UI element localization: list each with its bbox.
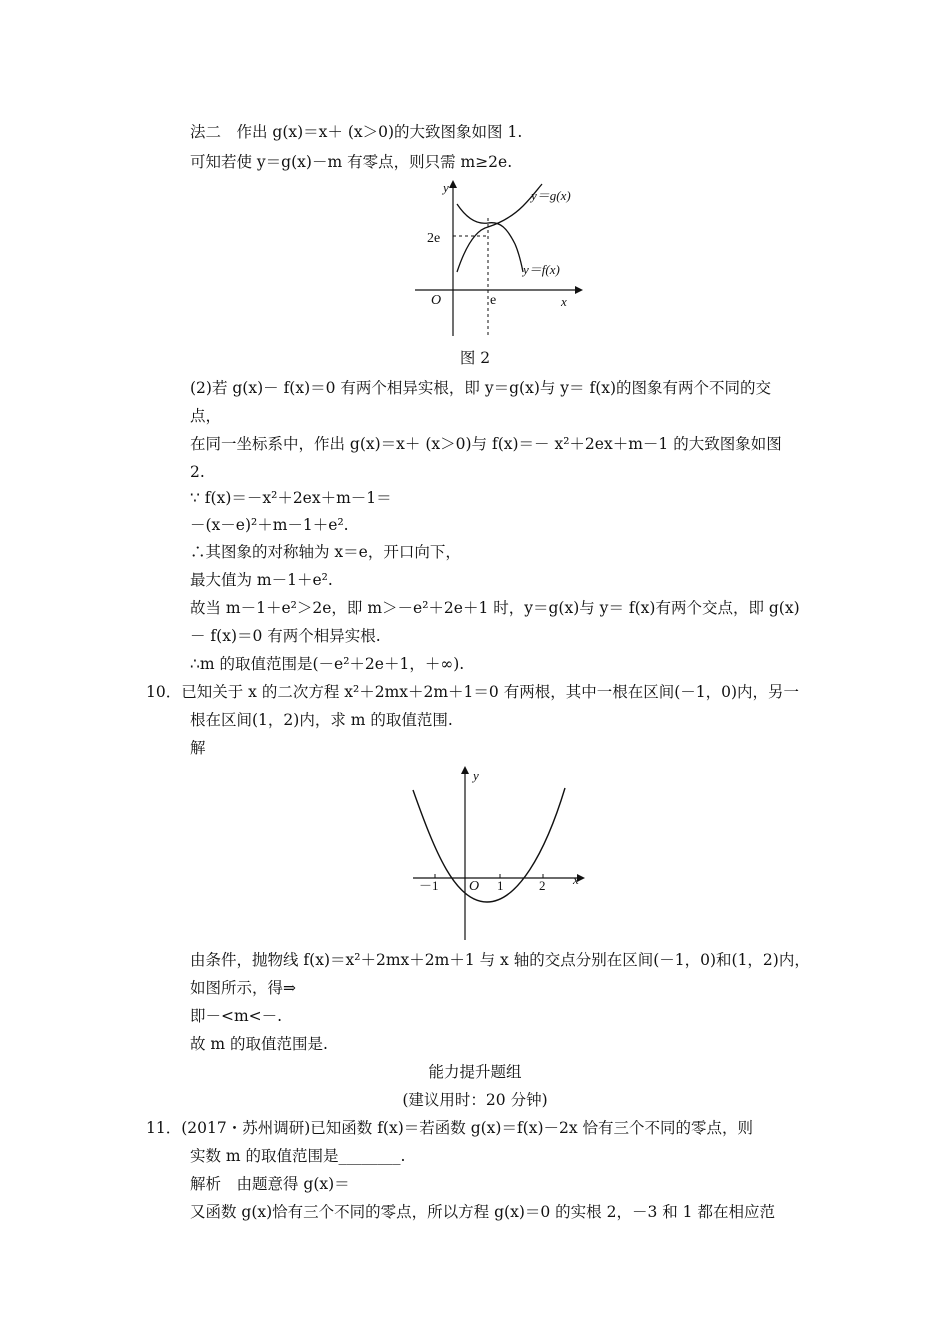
label-e: e <box>490 293 497 308</box>
figure-caption: 图 2 <box>459 349 491 367</box>
problem-10-line-1: 10．已知关于 x 的二次方程 x²＋2mx＋2m＋1＝0 有两根，其中一根在区间(－1，0)内，另一 <box>146 683 800 701</box>
y-axis-label: y <box>443 180 449 195</box>
curve-g <box>457 184 542 272</box>
text-line-9: ∴其图象的对称轴为 x＝e，开口向下， <box>190 543 461 561</box>
tick-label-minus-1: －1 <box>419 878 439 893</box>
origin-label: O <box>469 879 480 894</box>
text-line-5: 在同一坐标系中，作出 g(x)＝x＋ (x＞0)与 f(x)＝－ x²＋2ex＋m－1 的大致图象如图 <box>190 435 782 453</box>
x-axis-label: x <box>561 294 567 309</box>
tick-label-2: 2 <box>539 878 546 893</box>
text-line-6: 2. <box>190 463 205 481</box>
analysis-line-2: 又函数 g(x)恰有三个不同的零点，所以方程 g(x)＝0 的实根 2，－3 和 1 都在相应范 <box>190 1203 775 1221</box>
section-subtitle: (建议用时：20 分钟) <box>402 1091 548 1109</box>
text-line-4: 点， <box>190 407 222 425</box>
text-line-18: 如图所示，得⇒ <box>190 979 296 997</box>
y-axis-label: y <box>473 768 479 783</box>
text-line-2: 可知若使 y＝g(x)－m 有零点，则只需 m≥2e. <box>190 153 513 171</box>
origin-label: O <box>431 293 442 308</box>
text-line-7: ∵ f(x)＝－x²＋2ex＋m－1＝ <box>190 489 392 507</box>
text-line-10: 最大值为 m－1＋e². <box>190 571 333 589</box>
y-axis-arrow <box>461 766 469 774</box>
label-2e: 2e <box>427 231 441 246</box>
text-line-20: 故 m 的取值范围是. <box>190 1035 328 1053</box>
figure-g-f-graph <box>405 178 595 338</box>
text-line-13: ∴m 的取值范围是(－e²＋2e＋1，＋∞). <box>190 655 465 673</box>
figure-parabola <box>405 762 595 942</box>
x-axis-arrow <box>575 286 583 294</box>
text-line-8: －(x－e)²＋m－1＋e². <box>190 516 349 534</box>
problem-11-line-1: 11．(2017・苏州调研)已知函数 f(x)＝若函数 g(x)＝f(x)－2x 恰有三个不同的零点，则 <box>146 1119 754 1137</box>
x-axis-label: x <box>573 872 579 887</box>
problem-10-line-2: 根在区间(1，2)内，求 m 的取值范围. <box>190 711 453 729</box>
text-line-11: 故当 m－1＋e²＞2e，即 m＞－e²＋2e＋1 时，y＝g(x)与 y＝ f(x)有两个交点，即 g(x) <box>190 599 800 617</box>
text-line-1: 法二 作出 g(x)＝x＋ (x＞0)的大致图象如图 1. <box>190 123 523 141</box>
analysis-line-1: 解析 由题意得 g(x)＝ <box>190 1175 350 1193</box>
label-curve-f: y＝f(x) <box>523 262 560 277</box>
y-axis-arrow <box>449 180 457 188</box>
tick-label-1: 1 <box>497 878 504 893</box>
label-curve-g: y＝g(x) <box>531 188 571 203</box>
section-title: 能力提升题组 <box>428 1063 522 1081</box>
problem-11-line-2: 实数 m 的取值范围是________. <box>190 1147 406 1165</box>
solution-label: 解 <box>190 739 206 757</box>
text-line-12: － f(x)＝0 有两个相异实根. <box>190 627 381 645</box>
text-line-3: (2)若 g(x)－ f(x)＝0 有两个相异实根，即 y＝g(x)与 y＝ f(x)的图象有两个不同的交 <box>190 379 772 397</box>
text-line-19: 即－<m<－. <box>190 1007 283 1025</box>
text-line-17: 由条件，抛物线 f(x)＝x²＋2mx＋2m＋1 与 x 轴的交点分别在区间(－1，0)和(1，2)内， <box>190 951 810 969</box>
